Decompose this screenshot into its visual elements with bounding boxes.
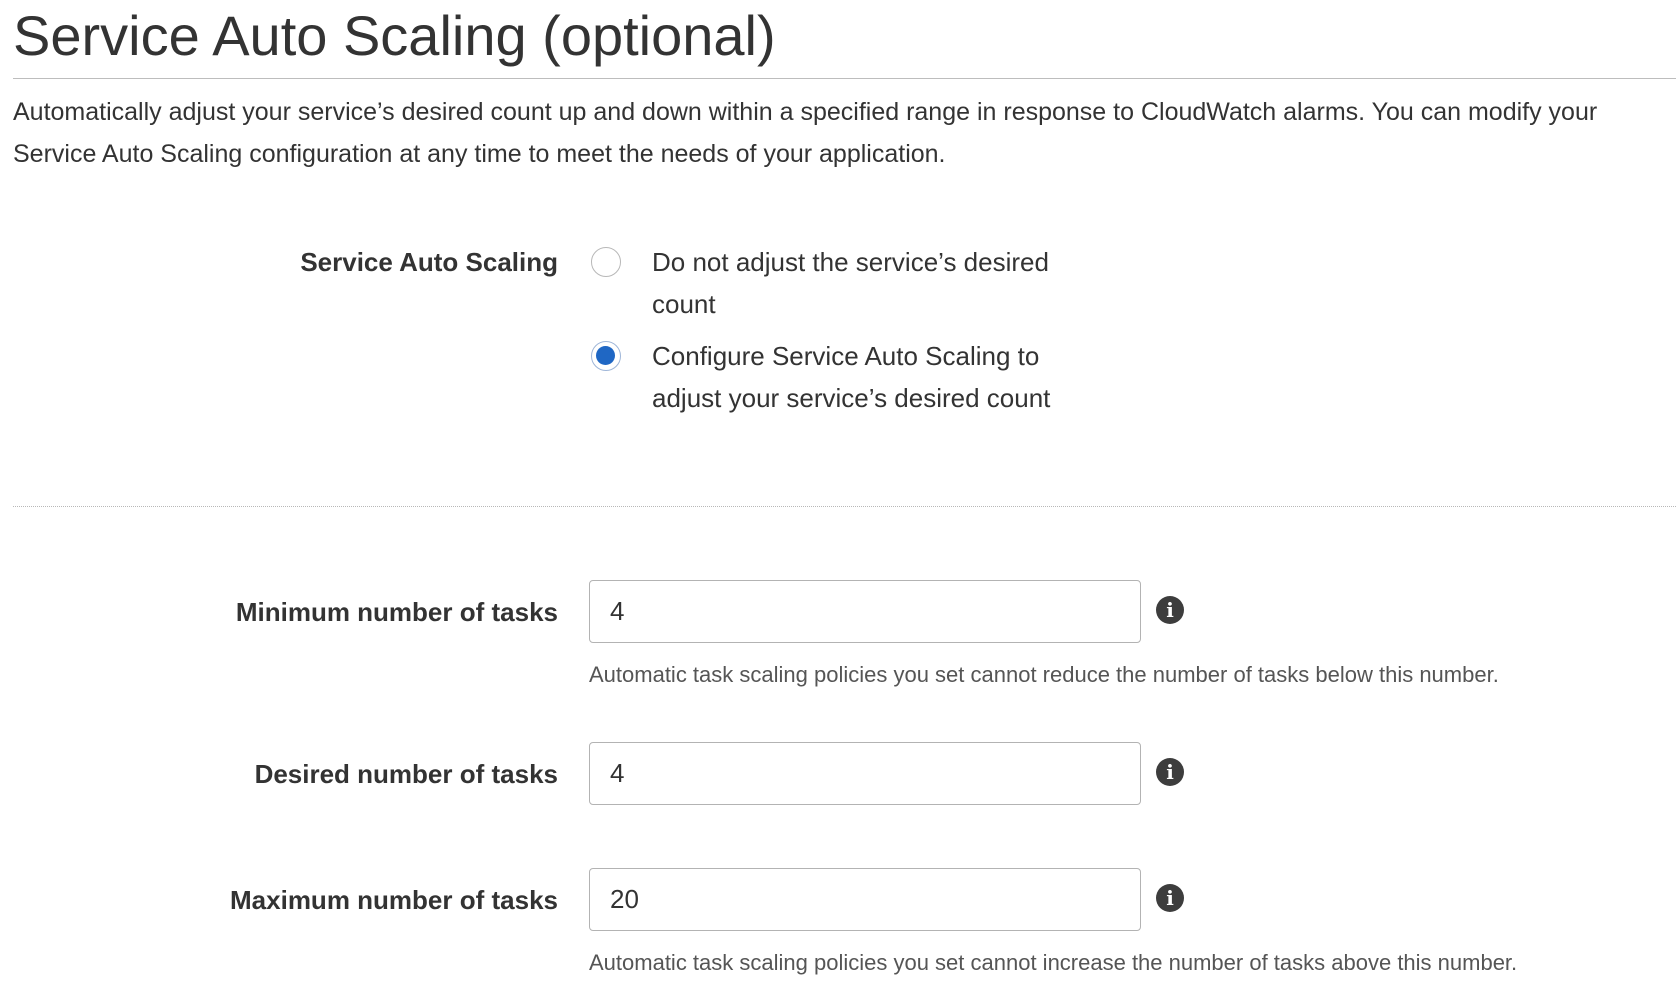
title-divider [13, 78, 1676, 79]
maximum-tasks-label: Maximum number of tasks [230, 885, 558, 915]
desired-tasks-label: Desired number of tasks [254, 759, 558, 789]
auto-scaling-label: Service Auto Scaling [300, 247, 558, 277]
maximum-tasks-info-icon[interactable]: i [1156, 884, 1184, 912]
desired-tasks-info-icon[interactable]: i [1156, 758, 1184, 786]
section-description: Automatically adjust your service’s desired count up and down within a specified range in response to CloudWatch alarms. You can modify your Service Auto Scaling configuration at any time to meet the needs of your application. [13, 98, 1598, 168]
radio-configure-auto-scaling[interactable] [591, 341, 621, 371]
minimum-tasks-input[interactable] [589, 580, 1141, 643]
radio-do-not-adjust-label[interactable]: Do not adjust the service’s desired count [652, 247, 1049, 319]
minimum-tasks-info-icon[interactable]: i [1156, 596, 1184, 624]
radio-configure-auto-scaling-label[interactable]: Configure Service Auto Scaling to adjust your service’s desired count [652, 341, 1051, 413]
radio-do-not-adjust[interactable] [591, 247, 621, 277]
desired-tasks-input[interactable] [589, 742, 1141, 805]
maximum-tasks-help: Automatic task scaling policies you set cannot increase the number of tasks above this number. [589, 950, 1518, 975]
page-title: Service Auto Scaling (optional) [13, 4, 776, 67]
minimum-tasks-label: Minimum number of tasks [235, 597, 558, 627]
minimum-tasks-help: Automatic task scaling policies you set cannot reduce the number of tasks below this number. [589, 662, 1499, 687]
maximum-tasks-input[interactable] [589, 868, 1141, 931]
section-divider [13, 506, 1676, 507]
